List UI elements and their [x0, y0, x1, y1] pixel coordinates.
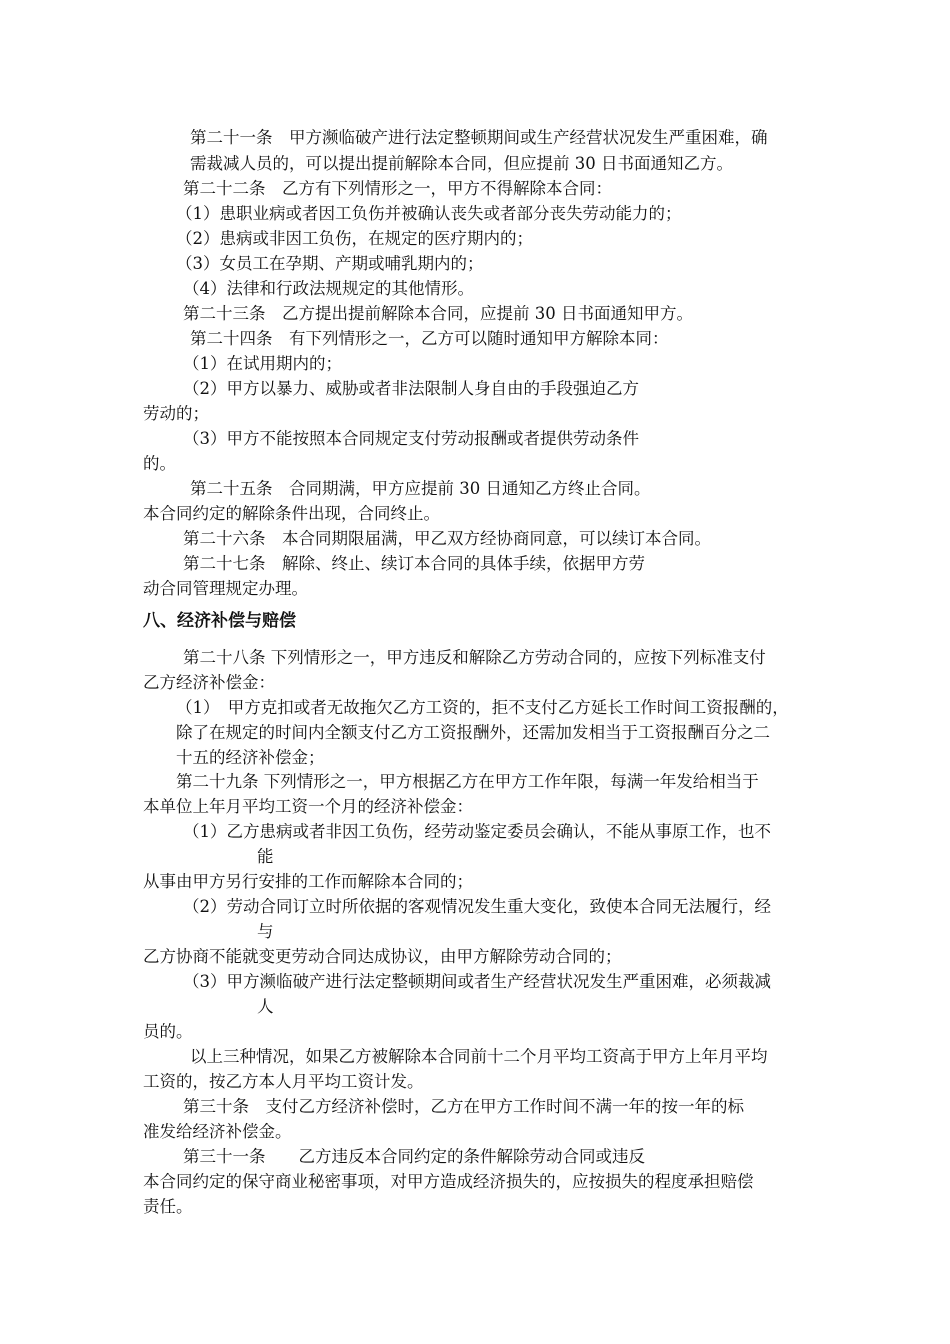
text-line: 劳动的； [143, 404, 209, 423]
text-line: 第二十五条 合同期满，甲方应提前 30 日通知乙方终止合同。 [190, 479, 651, 498]
text-line: （2）劳动合同订立时所依据的客观情况发生重大变化，致使本合同无法履行，经 [183, 897, 771, 916]
text-line: 第三十一条 乙方违反本合同约定的条件解除劳动合同或违反 [183, 1147, 645, 1166]
text-line: （2）甲方以暴力、威胁或者非法限制人身自由的手段强迫乙方 [183, 379, 639, 398]
text-line: （1）乙方患病或者非因工负伤，经劳动鉴定委员会确认，不能从事原工作，也不 [183, 822, 771, 841]
text-line: 第二十二条 乙方有下列情形之一，甲方不得解除本合同： [183, 179, 612, 198]
text-line: （3）甲方濒临破产进行法定整顿期间或者生产经营状况发生严重困难，必须裁减 [183, 972, 771, 991]
text-line: （3）女员工在孕期、产期或哺乳期内的； [176, 254, 484, 273]
text-line: 本单位上年月平均工资一个月的经济补偿金： [143, 797, 473, 816]
text-line: 动合同管理规定办理。 [143, 579, 308, 598]
text-line: 以上三种情况，如果乙方被解除本合同前十二个月平均工资高于甲方上年月平均 [190, 1047, 768, 1066]
text-line: （3）甲方不能按照本合同规定支付劳动报酬或者提供劳动条件 [183, 429, 639, 448]
section-heading: 八、经济补偿与赔偿 [143, 611, 296, 631]
text-line: （4）法律和行政法规规定的其他情形。 [183, 279, 474, 298]
text-line: 本合同约定的解除条件出现，合同终止。 [143, 504, 440, 523]
text-line: 第二十一条 甲方濒临破产进行法定整顿期间或生产经营状况发生严重困难，确 [190, 128, 768, 147]
text-line: 的。 [143, 454, 176, 473]
text-line: 工资的，按乙方本人月平均工资计发。 [143, 1072, 424, 1091]
text-line: 除了在规定的时间内全额支付乙方工资报酬外，还需加发相当于工资报酬百分之二 [176, 723, 770, 742]
text-line: 从事由甲方另行安排的工作而解除本合同的； [143, 872, 473, 891]
text-line: 能 [257, 847, 274, 866]
text-line: 第二十九条 下列情形之一，甲方根据乙方在甲方工作年限，每满一年发给相当于 [176, 772, 759, 791]
text-line: （1）患职业病或者因工负伤并被确认丧失或者部分丧失劳动能力的； [176, 204, 682, 223]
text-line: 第三十条 支付乙方经济补偿时，乙方在甲方工作时间不满一年的按一年的标 [183, 1097, 744, 1116]
text-line: 乙方经济补偿金： [143, 673, 275, 692]
text-line: 第二十三条 乙方提出提前解除本合同，应提前 30 日书面通知甲方。 [183, 304, 693, 323]
text-line: 第二十六条 本合同期限届满，甲乙双方经协商同意，可以续订本合同。 [183, 529, 711, 548]
text-line: 员的。 [143, 1022, 193, 1041]
text-line: 责任。 [143, 1197, 193, 1216]
text-line: 与 [257, 922, 274, 941]
text-line: 需裁减人员的，可以提出提前解除本合同，但应提前 30 日书面通知乙方。 [190, 154, 733, 173]
text-line: 十五的经济补偿金； [176, 748, 325, 767]
text-line: 本合同约定的保守商业秘密事项，对甲方造成经济损失的，应按损失的程度承担赔偿 [143, 1172, 754, 1191]
text-line: 第二十七条 解除、终止、续订本合同的具体手续，依据甲方劳 [183, 554, 645, 573]
text-line: 准发给经济补偿金。 [143, 1122, 292, 1141]
text-line: 乙方协商不能就变更劳动合同达成协议，由甲方解除劳动合同的； [143, 947, 622, 966]
text-line: 第二十四条 有下列情形之一，乙方可以随时通知甲方解除本同： [190, 329, 669, 348]
text-line: （1） 甲方克扣或者无故拖欠乙方工资的，拒不支付乙方延长工作时间工资报酬的， [176, 698, 789, 717]
text-line: （1）在试用期内的； [183, 354, 342, 373]
text-line: 第二十八条 下列情形之一，甲方违反和解除乙方劳动合同的，应按下列标准支付 [183, 648, 766, 667]
text-line: 人 [257, 997, 274, 1016]
text-line: （2）患病或非因工负伤，在规定的医疗期内的； [176, 229, 533, 248]
